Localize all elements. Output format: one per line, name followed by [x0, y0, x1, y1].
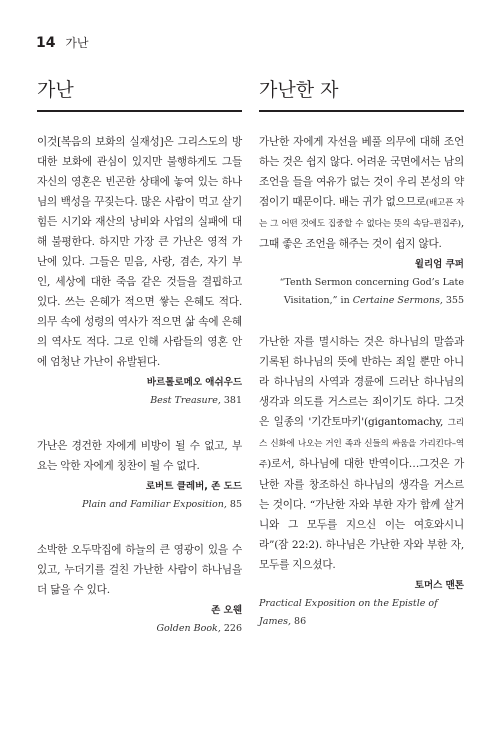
quote-text: 가난한 자에게 자선을 베풀 의무에 대해 조언하는 것은 쉽지 않다. 어려운 국면에서는 남의 조언을 들을 여유가 없는 것이 우리 본성의 약점이기 때문이다. 배는 귀가 없으므로(배고픈 자는 그 어떤 것에도 집중할 수 없다는 뜻의 속담–편집주), 그때 좋은 조언을 해주는 것이 쉽지 않다.: [259, 136, 465, 250]
source-line: Visitation,” in: [283, 295, 353, 306]
source-title: Certaine Sermons,: [352, 295, 443, 306]
quote-source: [259, 595, 464, 631]
quote-source: [37, 620, 242, 638]
title-rule: [259, 110, 464, 112]
source-line: “Tenth Sermon concerning God’s Late: [279, 277, 464, 288]
quote-source: [37, 496, 242, 514]
quote-text: 가난한 자를 멸시하는 것은 하나님의 말씀과 기록된 하나님의 뜻에 반하는 죄일 뿐만 아니라 하나님의 사역과 경륜에 드러난 하나님의 생각과 의도를 거스르는 죄이기도 하다. 그것은 일종의 '기간토마키'(gigantomachy, 그리스 신화에 나오는 거인 족과 신들의 싸움을 가리킨다–역주)로서, 하나님에 대한 반역이다…그것은 가난한 자를 창조하신 하나님의 생각을 거스르는 것이다. “가난한 자와 부한 자가 함께 살거니와 그 모두를 지으신 이는 여호와시니라”(잠 22:2). 하나님은 가난한 자와 부한 자, 모두를 지으셨다.: [259, 336, 464, 571]
right-column: [259, 76, 464, 631]
running-section-title: 가난: [65, 36, 89, 50]
source-page: 86: [291, 616, 307, 627]
section-title-poverty: 가난: [37, 79, 74, 101]
quote-source: [259, 274, 464, 310]
left-column: [37, 76, 242, 638]
quote-author: 존 오웬: [211, 605, 242, 616]
source-page: 85: [226, 499, 242, 510]
quote-source: [37, 392, 242, 410]
quote-author: 윌리엄 쿠퍼: [414, 259, 464, 270]
source-title: Plain and Familiar Exposition,: [82, 499, 227, 510]
quote-text: 이것[복음의 보화의 실재성]은 그리스도의 방대한 보화에 관심이 있지만 불행하게도 그들 자신의 영혼은 빈곤한 상태에 놓여 있는 하나님의 백성을 꾸짖는다. 많은 사람이 먹고 살기 힘든 시기와 재산의 낭비와 사업의 실패에 대해 불평한다. 하지만 가장 큰 가난은 영적 가난에 있다. 그들은 믿음, 사랑, 겸손, 자기 부인, 세상에 대한 죽음 같은 것들을 결핍하고 있다. 쓰는 은혜가 적으면 쌓는 은혜도 적다. 의무 속에 성령의 역사가 적으면 삶 속에 은혜의 역사도 적다. 그로 인해 사람들의 영혼 안에 엄청난 가난이 유발된다.: [37, 136, 242, 368]
quote-text: 소박한 오두막집에 하늘의 큰 영광이 있을 수 있고, 누더기를 걸친 가난한 사람이 하나님을 더 닮을 수 있다.: [37, 544, 242, 596]
section-title-the-poor: 가난한 자: [259, 79, 339, 101]
quote-author: 로버트 클레버, 존 도드: [145, 481, 242, 492]
quote-text: 가난은 경건한 자에게 비방이 될 수 없고, 부요는 악한 자에게 칭찬이 될 수 없다.: [37, 440, 242, 472]
page-number: 14: [36, 35, 56, 51]
source-page: 381: [220, 395, 242, 406]
source-page: 355: [442, 295, 464, 306]
source-title: Practical Exposition on the Epistle of James,: [259, 598, 438, 627]
editor-note: (배고픈 자는 그 어떤 것에도 집중할 수 없다는 뜻의 속담–편집주): [259, 198, 465, 229]
source-page: 226: [220, 623, 242, 634]
source-title: Best Treasure,: [150, 395, 221, 406]
title-rule: [37, 110, 242, 112]
running-header: [36, 34, 89, 51]
source-title: Golden Book,: [156, 623, 221, 634]
quote-author: 토머스 맨톤: [414, 580, 464, 591]
translator-note: 그리스 신화에 나오는 거인 족과 신들의 싸움을 가리킨다–역주: [259, 418, 464, 470]
quote-author: 바르톨로메오 애쉬우드: [146, 377, 242, 388]
